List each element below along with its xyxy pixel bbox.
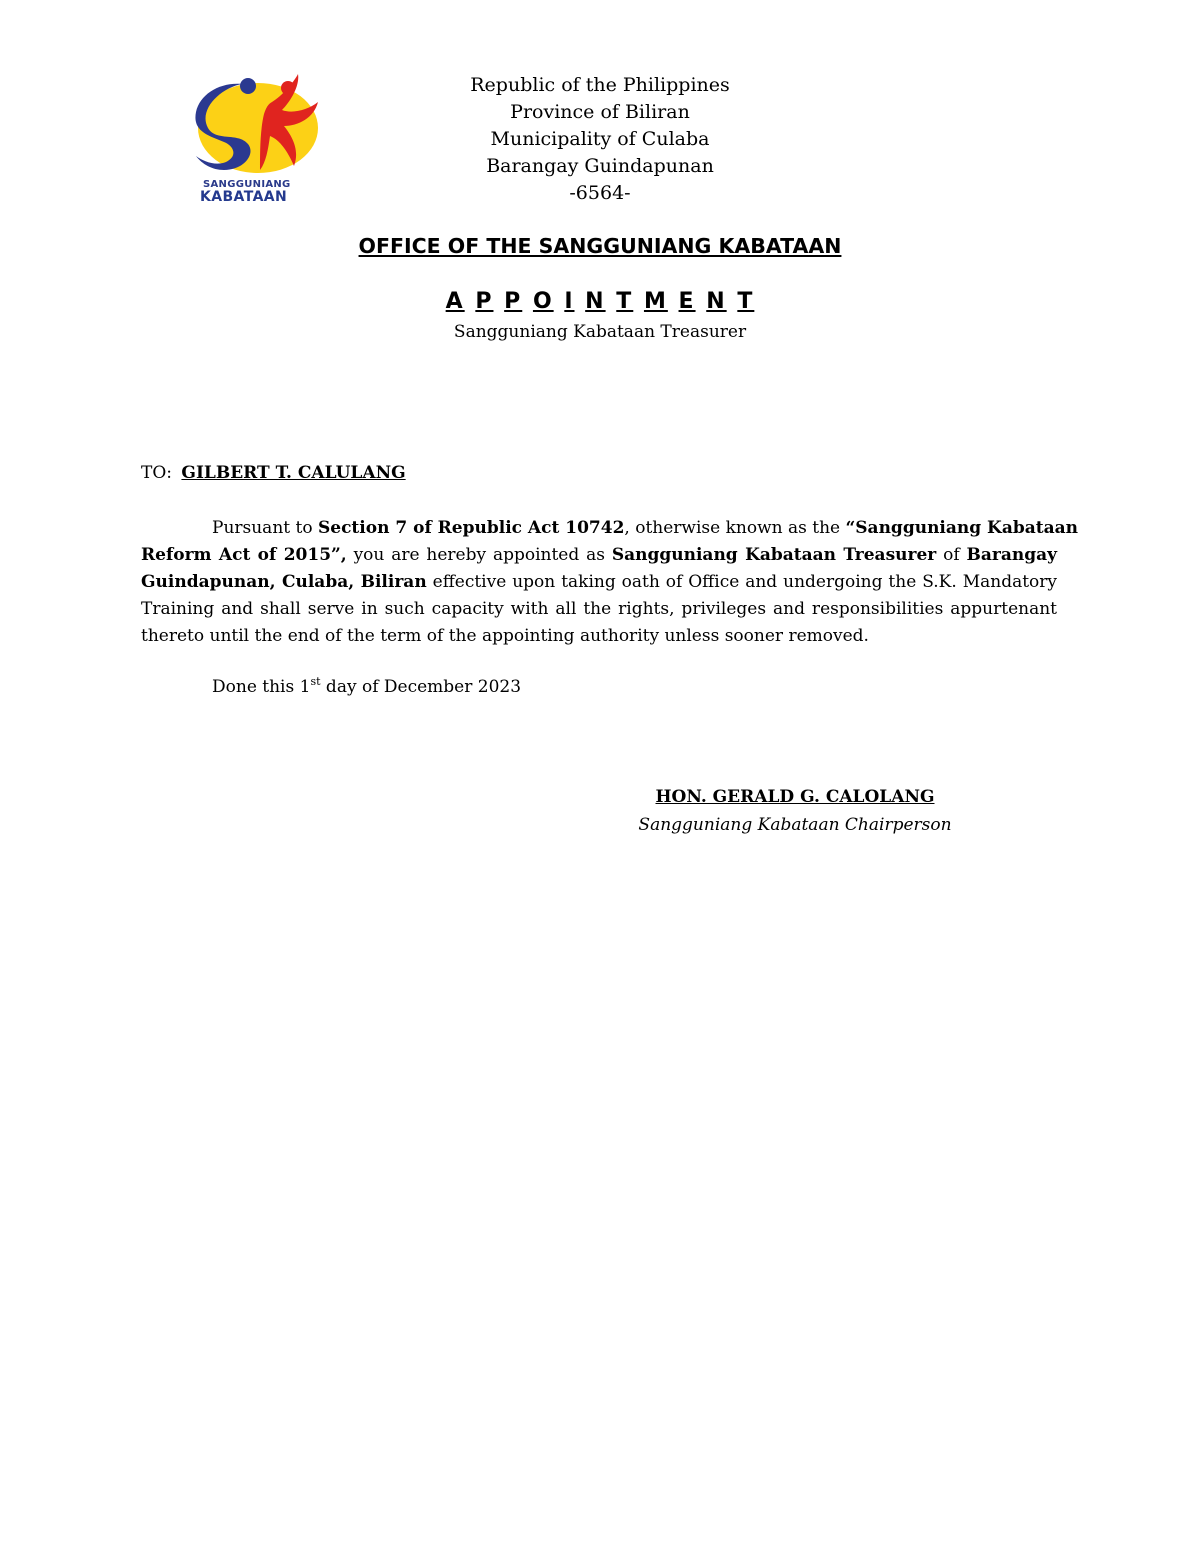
signatory-title: Sangguniang Kabataan Chairperson [638, 815, 952, 835]
appointment-letter: I [564, 289, 575, 314]
date-ordinal: st [310, 675, 321, 688]
signatory-block [620, 783, 970, 839]
appointment-letter: A [445, 289, 465, 314]
date-suffix: day of December 2023 [320, 677, 522, 697]
sk-logo [190, 70, 325, 210]
appointment-letter: T [616, 289, 634, 314]
recipient-line [141, 463, 406, 483]
appointment-letter: P [475, 289, 494, 314]
body-line-2 [141, 542, 1057, 569]
body-bold-text: “Sangguniang Kabataan [845, 518, 1078, 538]
appointment-letter: N [706, 289, 727, 314]
body-bold-text: Guindapunan, Culaba, Biliran [141, 572, 427, 592]
body-line-3 [141, 569, 1057, 596]
date-prefix: Done this 1 [212, 677, 311, 697]
body-bold-text: Barangay [966, 545, 1057, 565]
body-line-4: Training and shall serve in such capacity with all the rights, privileges and responsibilities appurtenant [141, 599, 1057, 619]
appointment-heading [0, 289, 1200, 314]
appointment-letter: M [643, 289, 668, 314]
recipient-name: GILBERT T. CALULANG [181, 463, 406, 483]
appointment-letter: P [504, 289, 523, 314]
letterhead-barangay: Barangay Guindapunan [486, 155, 714, 177]
letterhead-address [400, 72, 800, 207]
body-text: of [936, 545, 967, 565]
position-subtitle: Sangguniang Kabataan Treasurer [453, 322, 747, 342]
body-bold-text: Section 7 of Republic Act 10742 [317, 518, 625, 538]
body-bold-text: Reform Act of 2015”, [141, 545, 347, 565]
letterhead-republic: Republic of the Philippines [470, 74, 730, 96]
body-text: , otherwise known as the [624, 518, 846, 538]
date-line [212, 677, 521, 697]
sk-logo-icon [190, 70, 325, 180]
office-title: OFFICE OF THE SANGGUNIANG KABATAAN [358, 234, 842, 258]
appointment-letter: E [678, 289, 696, 314]
logo-text-kabataan: KABATAAN [200, 189, 288, 205]
body-text: Pursuant to [212, 518, 318, 538]
logo-text-sangguniang: SANGGUNIANG [203, 179, 291, 190]
body-line-1 [141, 515, 1078, 542]
body-text: you are hereby appointed as [346, 545, 612, 565]
letterhead-province: Province of Biliran [510, 101, 690, 123]
appointment-letter: T [737, 289, 755, 314]
body-text: effective upon taking oath of Office and undergoing the S.K. Mandatory [426, 572, 1058, 592]
letterhead-zipcode: -6564- [569, 182, 631, 204]
appointment-body [141, 515, 1078, 650]
appointment-letter: N [585, 289, 606, 314]
appointment-letter: O [532, 289, 554, 314]
signatory-name: HON. GERALD G. CALOLANG [655, 787, 935, 807]
letterhead-municipality: Municipality of Culaba [490, 128, 710, 150]
recipient-prefix: TO: [141, 463, 173, 483]
body-line-5: thereto until the end of the term of the appointing authority unless sooner removed. [141, 626, 869, 646]
body-bold-text: Sangguniang Kabataan Treasurer [611, 545, 937, 565]
